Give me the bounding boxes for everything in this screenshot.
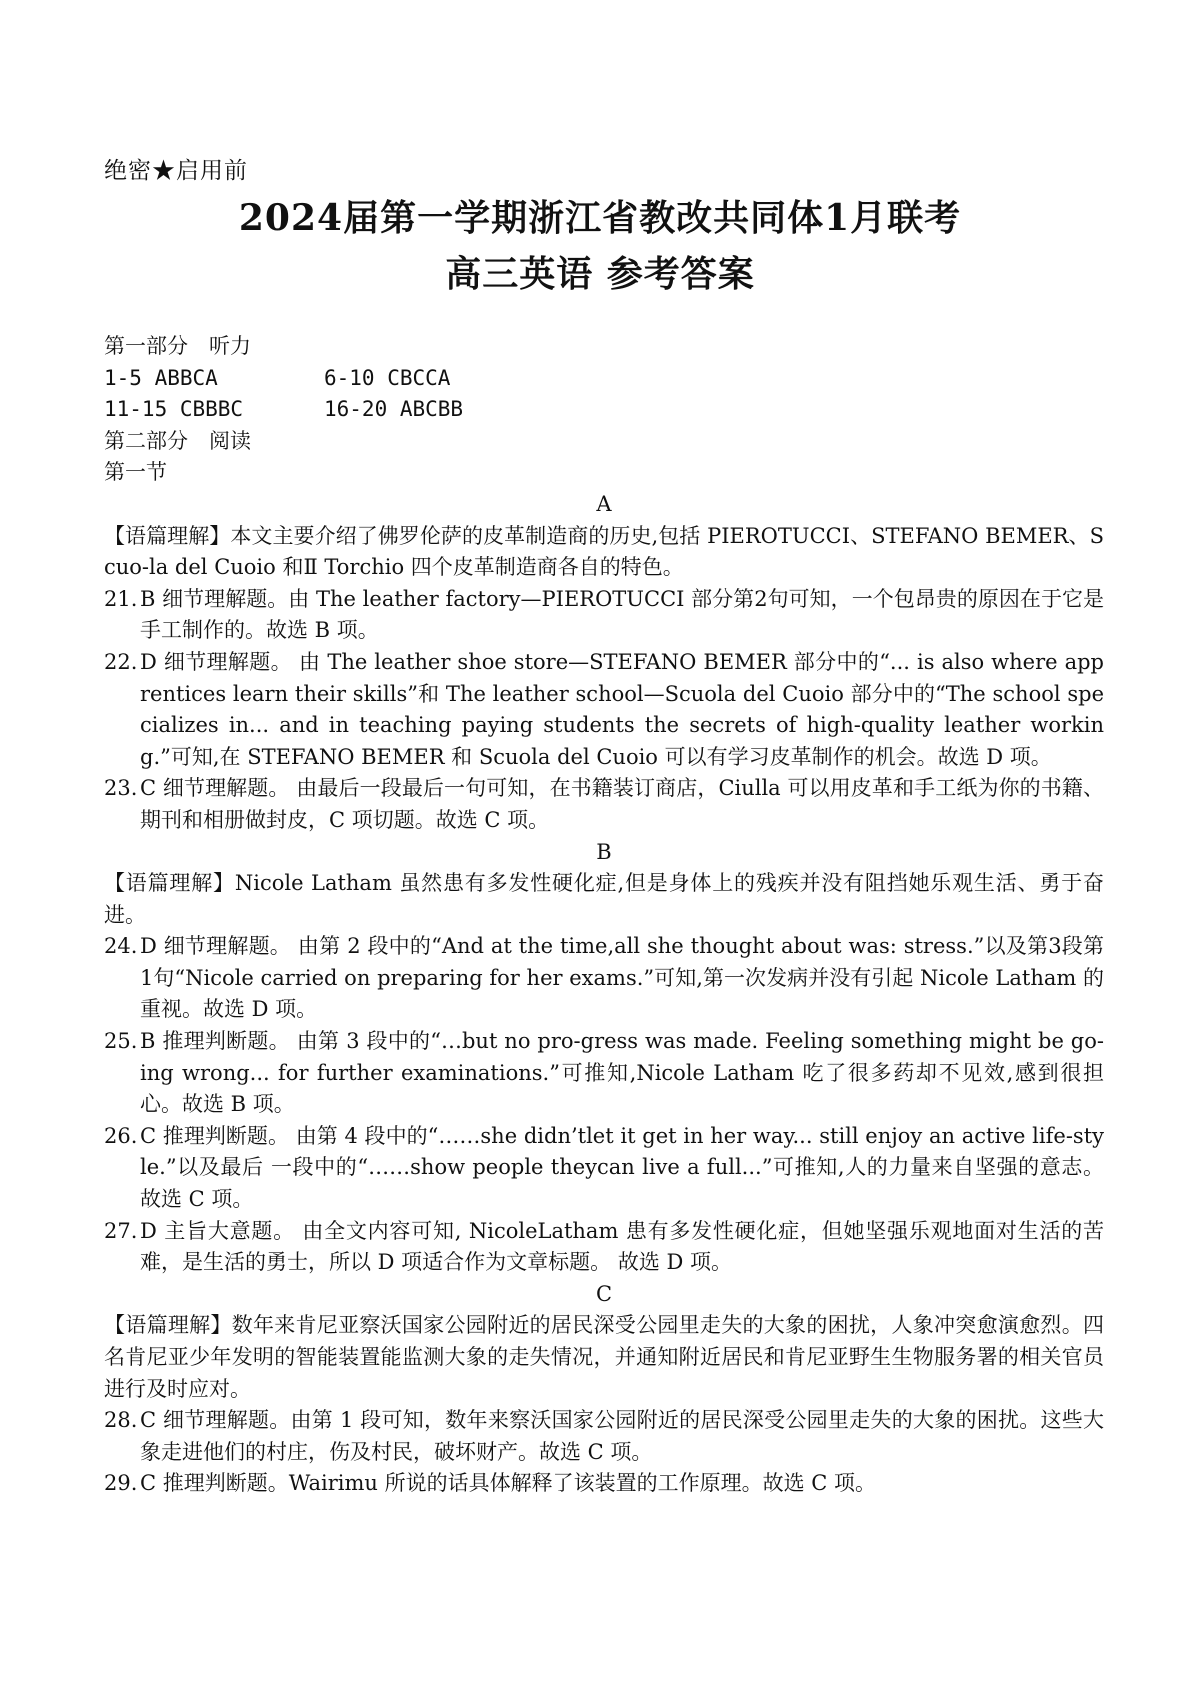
question-explanation: C 推理判断题。 由第 4 段中的“……she didn’tlet it get in her way... still enjoy an active life-style.”以及最后 一段中的“……show people theycan live a full...”可推知,人的力量来自坚强的意志。 故选 C 项。 [140, 1123, 1104, 1212]
question-item [104, 1026, 1104, 1121]
question-item [104, 1216, 1104, 1279]
question-item [104, 931, 1104, 1026]
answer-group: 16-20 ABCBB [324, 397, 464, 422]
listening-answers-row-1 [104, 363, 1104, 395]
question-explanation: B 细节理解题。由 The leather factory—PIEROTUCCI 部分第2句可知，一个包昂贵的原因在于它是手工制作的。故选 B 项。 [140, 586, 1104, 643]
question-number: 25. [104, 1029, 138, 1054]
passage-letter-a: A [596, 491, 612, 516]
question-explanation: C 细节理解题。 由最后一段最后一句可知，在书籍装订商店，Ciulla 可以用皮革和手工纸为你的书籍、期刊和相册做封皮，C 项切题。故选 C 项。 [140, 776, 1104, 832]
question-number: 27. [104, 1218, 138, 1243]
listening-answers-row-2 [104, 394, 1104, 426]
answer-group: 1-5 ABBCA [104, 365, 218, 390]
part2-heading: 第二部分 阅读 [104, 428, 251, 453]
question-explanation: D 细节理解题。 由第 2 段中的“And at the time,all she thought about was: stress.”以及第3段第1句“Nicole carried on preparing for her exams.”可知,第一次发病并没有引起 Nicole Latham 的重视。故选 D 项。 [140, 934, 1104, 1022]
passage-letter-c: C [595, 1281, 613, 1306]
question-item [104, 1468, 1104, 1500]
question-number: 28. [104, 1408, 138, 1433]
passage-summary: 【语篇理解】数年来肯尼亚察沃国家公园附近的居民深受公园里走失的大象的困扰，人象冲突愈演愈烈。四名肯尼亚少年发明的智能装置能监测大象的走失情况，并通知附近居民和肯尼亚野生生物服务署的相关官员进行及时应对。 [104, 1313, 1104, 1401]
question-number: 26. [104, 1123, 138, 1148]
question-number: 29. [104, 1471, 138, 1496]
question-number: 24. [104, 934, 138, 959]
question-item [104, 647, 1104, 773]
question-number: 22. [104, 649, 138, 674]
question-explanation: C 细节理解题。由第 1 段可知，数年来察沃国家公园附近的居民深受公园里走失的大象的困扰。这些大象走进他们的村庄，伤及村民，破坏财产。故选 C 项。 [140, 1408, 1104, 1464]
question-item [104, 1405, 1104, 1468]
question-item [104, 1121, 1104, 1216]
answer-group: 6-10 CBCCA [324, 365, 451, 390]
question-item [104, 584, 1104, 647]
confidential-label: 绝密★启用前 [104, 158, 248, 184]
section-heading: 第一节 [104, 460, 167, 485]
passage-letter-b: B [596, 839, 612, 864]
question-item [104, 773, 1104, 836]
passage-summary: 【语篇理解】Nicole Latham 虽然患有多发性硬化症,但是身体上的残疾并没有阻挡她乐观生活、勇于奋进。 [104, 871, 1104, 927]
question-explanation: D 主旨大意题。 由全文内容可知, NicoleLatham 患有多发性硬化症，但她坚强乐观地面对生活的苦难，是生活的勇士，所以 D 项适合作为文章标题。 故选 D 项。 [140, 1218, 1104, 1275]
passage-summary: 【语篇理解】本文主要介绍了佛罗伦萨的皮革制造商的历史,包括 PIEROTUCCI、STEFANO BEMER、Scuo-la del Cuoio 和Ⅱ Torchio 四个皮革制造商各自的特色。 [104, 523, 1104, 580]
exam-title: 2024届第一学期浙江省教改共同体1月联考 [238, 197, 962, 239]
question-explanation: D 细节理解题。 由 The leather shoe store—STEFANO BEMER 部分中的“... is also where apprentices learn their skills”和 The leather school—Scuola del Cuoio 部分中的“The school specializes in... and in teaching paying students the secrets of high-quality leather working.”可知,在 STEFANO BEMER 和 Scuola del Cuoio 可以有学习皮革制作的机会。故选 D 项。 [140, 649, 1104, 769]
question-explanation: B 推理判断题。 由第 3 段中的“…but no pro-gress was made. Feeling something might be go-ing wrong... for further examinations.”可推知,Nicole Latham 吃了很多药却不见效,感到很担心。故选 B 项。 [140, 1029, 1104, 1117]
question-number: 21. [104, 586, 138, 611]
exam-subtitle: 高三英语 参考答案 [445, 253, 755, 295]
question-number: 23. [104, 776, 138, 801]
question-explanation: C 推理判断题。Wairimu 所说的话具体解释了该装置的工作原理。故选 C 项。 [140, 1471, 877, 1496]
part1-heading: 第一部分 听力 [104, 334, 251, 358]
answer-group: 11-15 CBBBC [104, 397, 244, 422]
answer-content [104, 331, 1104, 1500]
